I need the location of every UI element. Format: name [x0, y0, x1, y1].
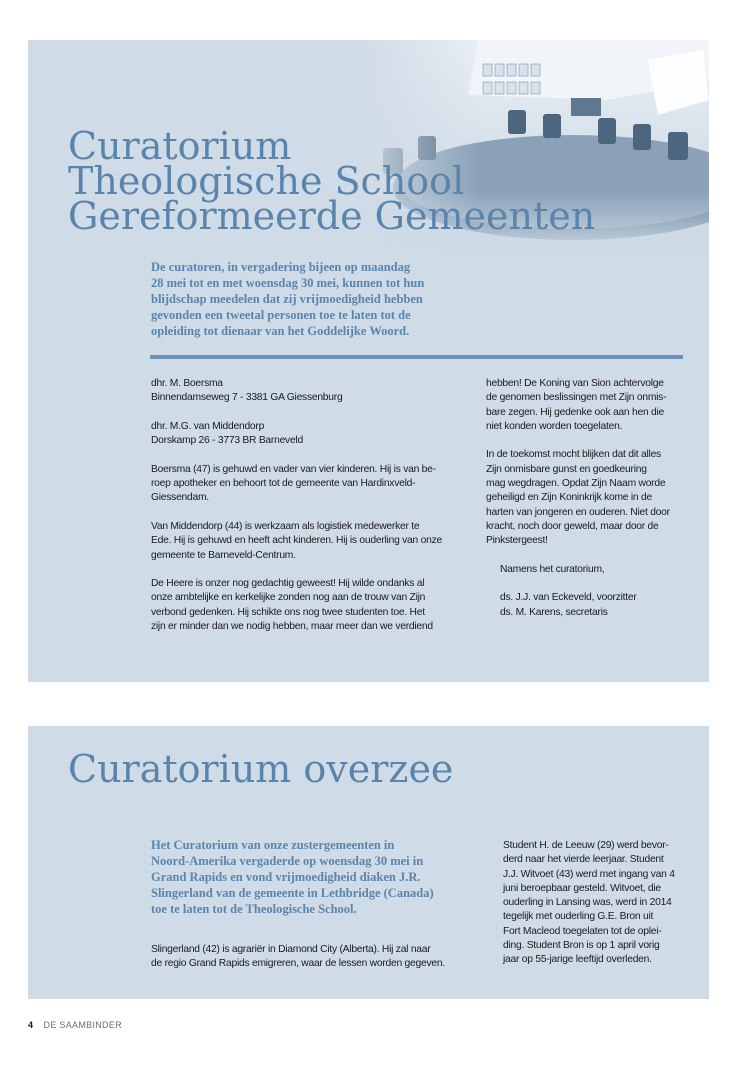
intro-line: Het Curatorium van onze zustergemeenten in	[151, 838, 395, 852]
text-line: Student H. de Leeuw (29) werd bevor-	[503, 840, 669, 851]
intro-line: 28 mei tot en met woensdag 30 mei, kunnen tot hun	[151, 276, 425, 290]
curatorium-article-panel	[28, 40, 709, 682]
text-line: derd naar het vierde leerjaar. Student	[503, 854, 664, 866]
paragraph-reflection	[151, 577, 442, 634]
intro-line: Grand Rapids en vond vrijmoedigheid diaken J.R.	[151, 870, 421, 884]
text-line: Binnendamseweg 7 - 3381 GA Giessenburg	[151, 392, 343, 404]
paragraph-future	[486, 448, 670, 548]
text-line: De Heere is onzer nog gedachtig geweest! Hij wilde ondanks al	[151, 578, 425, 590]
text-line: ouderling in Lansing was, werd in 2014	[503, 897, 672, 909]
overzee-right-text	[503, 839, 675, 968]
text-line: verbond gedenken. Hij schikte ons nog twee studenten toe. Het	[151, 606, 425, 618]
curatorium-overzee-panel	[28, 726, 709, 999]
signature-intro: Namens het curatorium,	[500, 563, 605, 575]
left-text-column	[151, 377, 442, 634]
signature-block	[486, 591, 670, 620]
text-line: mag wegdragen. Opdat Zijn Naam worde	[486, 478, 666, 490]
text-line: bare zegen. Hij gedenke ook aan hen die	[486, 406, 665, 418]
text-line: Slingerland (42) is agrariër in Diamond City (Alberta). Hij zal naar	[151, 944, 431, 955]
overzee-left-text	[151, 943, 445, 972]
text-line: tegelijk met ouderling G.E. Bron uit	[503, 911, 654, 923]
text-line: de genomen beslissingen met Zijn onmis-	[486, 392, 667, 404]
article-intro	[151, 259, 481, 339]
paragraph-continuation	[486, 377, 670, 434]
page-footer	[28, 1020, 122, 1030]
overzee-intro	[151, 837, 481, 917]
intro-line: gevonden een tweetal personen toe te laten tot de	[151, 308, 411, 322]
text-line: de regio Grand Rapids emigreren, waar de lessen worden gegeven.	[151, 958, 445, 970]
section-divider	[150, 355, 683, 359]
signatory-chairman: ds. J.J. van Eckeveld, voorzitter	[500, 592, 637, 604]
text-line: dhr. M.G. van Middendorp	[151, 420, 265, 432]
text-line: In de toekomst mocht blijken dat dit alles	[486, 449, 661, 461]
text-line: zijn er minder dan we nodig hebben, maar meer dan we verdiend	[151, 621, 433, 633]
paragraph-van-middendorp	[151, 520, 442, 563]
text-line: Van Middendorp (44) is werkzaam als logistiek medewerker te	[151, 520, 420, 532]
text-line: kracht, noch door geweld, maar door de	[486, 520, 659, 532]
title-line: Gereformeerde Gemeenten	[68, 194, 596, 238]
intro-line: Slingerland van de gemeente in Lethbridge (Canada)	[151, 886, 434, 900]
text-line: Ede. Hij is gehuwd en heeft acht kinderen. Hij is ouderling van onze	[151, 535, 442, 547]
intro-line: De curatoren, in vergadering bijeen op maandag	[151, 260, 411, 274]
text-line: juni beroepbaar gesteld. Witvoet, die	[503, 882, 661, 894]
paragraph-boersma	[151, 463, 442, 506]
text-line: Giessendam.	[151, 492, 209, 504]
text-line: gemeente te Barneveld-Centrum.	[151, 549, 296, 561]
text-line: roep apotheker en behoort tot de gemeente van Hardinxveld-	[151, 478, 416, 490]
signatory-secretary: ds. M. Karens, secretaris	[500, 606, 608, 618]
text-line: geheiligd en Zijn Koninkrijk kome in de	[486, 492, 652, 504]
article-title	[68, 124, 596, 238]
text-line: harten van jongeren en ouderen. Niet door	[486, 506, 670, 518]
intro-line: Noord-Amerika vergaderde op woensdag 30 mei in	[151, 854, 424, 868]
candidate-address-boersma	[151, 377, 442, 406]
text-line: jaar op 55-jarige leeftijd overleden.	[503, 954, 652, 966]
intro-line: toe te laten tot de Theologische School.	[151, 902, 357, 916]
intro-line: opleiding tot dienaar van het Goddelijke Woord.	[151, 324, 410, 338]
right-text-column	[486, 377, 670, 620]
article-title-overzee: Curatorium overzee	[68, 747, 454, 791]
text-line: Dorskamp 26 - 3773 BR Barneveld	[151, 435, 303, 447]
text-line: dhr. M. Boersma	[151, 378, 223, 389]
text-line: Pinkstergeest!	[486, 535, 548, 547]
text-line: Boersma (47) is gehuwd en vader van vier kinderen. Hij is van be-	[151, 463, 436, 475]
candidate-address-van-middendorp	[151, 420, 442, 449]
text-line: Fort Macleod toegelaten tot de oplei-	[503, 925, 662, 937]
text-line: J.J. Witvoet (43) werd met ingang van 4	[503, 868, 675, 880]
text-line: hebben! De Koning van Sion achtervolge	[486, 378, 664, 389]
text-line: Zijn onmisbare gunst en goedkeuring	[486, 463, 647, 475]
title-line: Theologische School	[68, 159, 465, 203]
magazine-name: DE SAAMBINDER	[43, 1020, 122, 1030]
text-line: onze ambtelijke en kerkelijke zonden nog aan de trouw van Zijn	[151, 592, 426, 604]
title-line: Curatorium	[68, 124, 292, 168]
page-number: 4	[28, 1020, 34, 1030]
intro-line: blijdschap meedelen dat zij vrijmoedigheid hebben	[151, 292, 423, 306]
text-line: niet konden worden toegelaten.	[486, 420, 623, 432]
text-line: ding. Student Bron is op 1 april vorig	[503, 940, 660, 952]
